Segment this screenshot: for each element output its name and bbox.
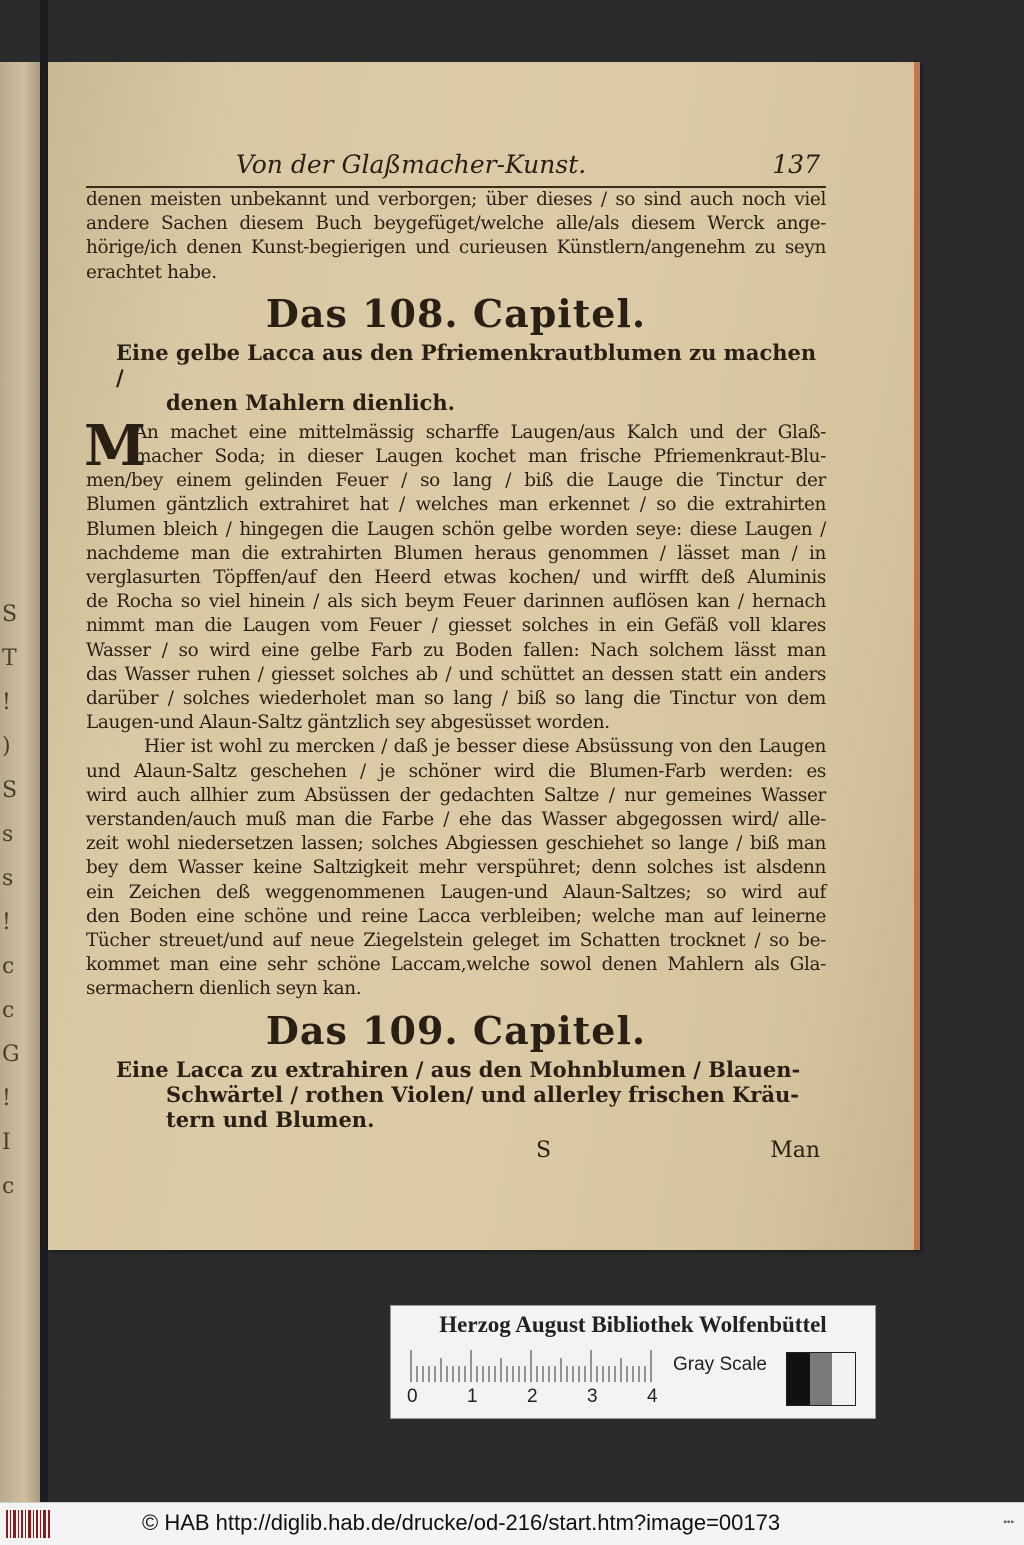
- book-spine: [40, 0, 48, 1502]
- text-line: wird auch allhier zum Absüssen der gedachten Saltze / nur gemeines Wasser: [86, 784, 826, 806]
- chapter-109-title: Das 109. Capitel.: [265, 1007, 647, 1053]
- chapter-108-paragraph-1: [84, 412, 826, 736]
- text-line: das Wasser ruhen / giesset solches ab / und schüttet an dessen statt ein anders: [86, 663, 826, 685]
- left-page-letter: !: [2, 1086, 11, 1111]
- left-page-letter: S: [2, 778, 18, 803]
- text-line: macher Soda; in dieser Laugen kochet man frische Pfriemenkraut-Blu-: [134, 446, 826, 468]
- chapter-109-subtitle: [116, 1057, 826, 1132]
- left-page-letter: c: [2, 1174, 15, 1199]
- ruler-label: 1: [467, 1386, 478, 1407]
- text-line: zeit wohl niedersetzen lassen; solches Abgiessen geschiehet so lange / biß man: [86, 833, 826, 855]
- corner-mark: ▪▪▪: [1003, 1517, 1014, 1528]
- left-page-letter: ): [2, 734, 11, 759]
- text-line: Tücher streuet/und auf neue Ziegelstein geleget im Schatten trocknet / so be-: [86, 930, 826, 952]
- ruler-label: 4: [647, 1386, 658, 1407]
- left-page-letter: I: [2, 1130, 11, 1155]
- text-line: Laugen-und Alaun-Saltz gäntzlich sey abgesüsset worden.: [86, 712, 610, 734]
- text-line: An machet eine mittelmässig scharffe Laugen/aus Kalch und der Glaß-: [134, 421, 826, 443]
- intro-paragraph: [86, 188, 826, 285]
- page-number: 137: [772, 150, 820, 179]
- gray-swatch: [787, 1353, 810, 1405]
- page-footer: [86, 1138, 826, 1168]
- left-facing-page: [0, 62, 40, 1502]
- gray-swatch: [832, 1353, 855, 1405]
- subtitle-line: Schwärtel / rothen Violen/ und allerley frischen Kräu-: [166, 1081, 799, 1107]
- grayscale-label: Gray Scale: [673, 1354, 767, 1375]
- left-page-letter: G: [2, 1042, 20, 1067]
- library-name: Herzog August Bibliothek Wolfenbüttel: [439, 1312, 827, 1337]
- text-line: de Rocha so viel hinein / als sich beym Feuer darinnen auflösen kan / hernach: [86, 591, 826, 613]
- running-head: [86, 148, 826, 188]
- text-line: und Alaun-Saltz geschehen / je schöner wird die Blumen-Farb werden: es: [86, 760, 826, 782]
- left-page-letter: c: [2, 998, 15, 1023]
- text-line: sermachern dienlich seyn kan.: [86, 978, 362, 1000]
- text-line: darüber / solches wiederholet man so lang / biß so lang die Tinctur von dem: [86, 688, 826, 710]
- text-line: verstanden/auch muß man die Farbe / ehe das Wasser abgegossen wird/ alle-: [86, 809, 826, 831]
- color-target-card: [390, 1305, 876, 1419]
- text-line: den Boden eine schöne und reine Lacca verbleiben; welche man auf leinerne: [86, 905, 826, 927]
- grayscale-swatches: [786, 1352, 856, 1406]
- text-line: kommet man eine sehr schöne Laccam,welche sowol denen Mahlern als Gla-: [86, 954, 826, 976]
- chapter-108-title: Das 108. Capitel.: [265, 290, 647, 336]
- dropcap-initial: M: [84, 412, 146, 479]
- left-page-letter: s: [2, 866, 14, 891]
- text-line: hörige/ich denen Kunst-begierigen und curieusen Künstlern/angenehm zu seyn: [86, 237, 826, 259]
- left-page-letter: s: [2, 822, 14, 847]
- left-page-letters: [2, 602, 36, 1218]
- left-page-letter: c: [2, 954, 15, 979]
- text-line: Blumen bleich / hingegen die Laugen schön gelbe worden seye: diese Laugen /: [86, 518, 826, 540]
- text-line: nachdeme man die extrahirten Blumen heraus genommen / lässet man / in: [86, 542, 826, 564]
- ruler-label: 3: [587, 1386, 598, 1407]
- left-page-letter: !: [2, 910, 11, 935]
- subtitle-line: tern und Blumen.: [166, 1106, 375, 1132]
- text-line: verglasurten Töpffen/auf den Heerd etwas kochen/ und wirfft deß Aluminis: [86, 567, 826, 589]
- ruler-ticks: [409, 1348, 669, 1382]
- viewer-footer-bar: [0, 1502, 1024, 1545]
- ruler-label: 2: [527, 1386, 538, 1407]
- signature-mark: S: [536, 1137, 552, 1163]
- ruler-label: 0: [407, 1386, 418, 1407]
- barcode-icon: [6, 1510, 54, 1538]
- text-line: Hier ist wohl zu mercken / daß je besser diese Absüssung von den Laugen: [144, 736, 826, 758]
- copyright-url: © HAB http://diglib.hab.de/drucke/od-216/start.htm?image=00173: [142, 1510, 781, 1535]
- chapter-108-paragraph-2: [86, 735, 826, 1001]
- subtitle-line: Eine gelbe Lacca aus den Pfriemenkrautblumen zu machen /: [116, 339, 817, 390]
- running-title: Von der Glaßmacher-Kunst.: [236, 150, 587, 179]
- text-line: bey dem Wasser keine Saltzigkeit mehr verspühret; denn solches ist alsdenn: [86, 857, 826, 879]
- ruler-labels: [407, 1386, 687, 1410]
- subtitle-line: denen Mahlern dienlich.: [166, 389, 455, 415]
- page-text-block: [86, 148, 826, 1168]
- text-line: men/bey einem gelinden Feuer / so lang / biß die Lauge die Tinctur der: [86, 470, 826, 492]
- ruler-scale: [409, 1348, 669, 1382]
- left-page-letter: T: [2, 646, 17, 671]
- chapter-108-subtitle: [116, 340, 826, 415]
- text-line: erachtet habe.: [86, 261, 217, 283]
- text-line: denen meisten unbekannt und verborgen; über dieses / so sind auch noch viel: [86, 189, 826, 210]
- text-line: nimmt man die Laugen vom Feuer / giesset solches in ein Gefäß voll klares: [86, 615, 826, 637]
- text-line: andere Sachen diesem Buch beygefüget/welche alle/als diesem Werck ange-: [86, 213, 826, 235]
- book-page: [48, 62, 920, 1250]
- left-page-letter: S: [2, 602, 18, 627]
- left-page-letter: !: [2, 690, 11, 715]
- text-line: ein Zeichen deß weggenommenen Laugen-und Alaun-Saltzes; so wird auf: [86, 881, 826, 903]
- catchword: Man: [770, 1137, 820, 1163]
- gray-swatch: [810, 1353, 833, 1405]
- text-line: Blumen gäntzlich extrahiret hat / welches man erkennet / so die extrahirten: [86, 494, 826, 516]
- text-line: Wasser / so wird eine gelbe Farb zu Boden fallen: Nach solchem lässt man: [86, 639, 826, 661]
- subtitle-line: Eine Lacca zu extrahiren / aus den Mohnblumen / Blauen-: [116, 1056, 801, 1082]
